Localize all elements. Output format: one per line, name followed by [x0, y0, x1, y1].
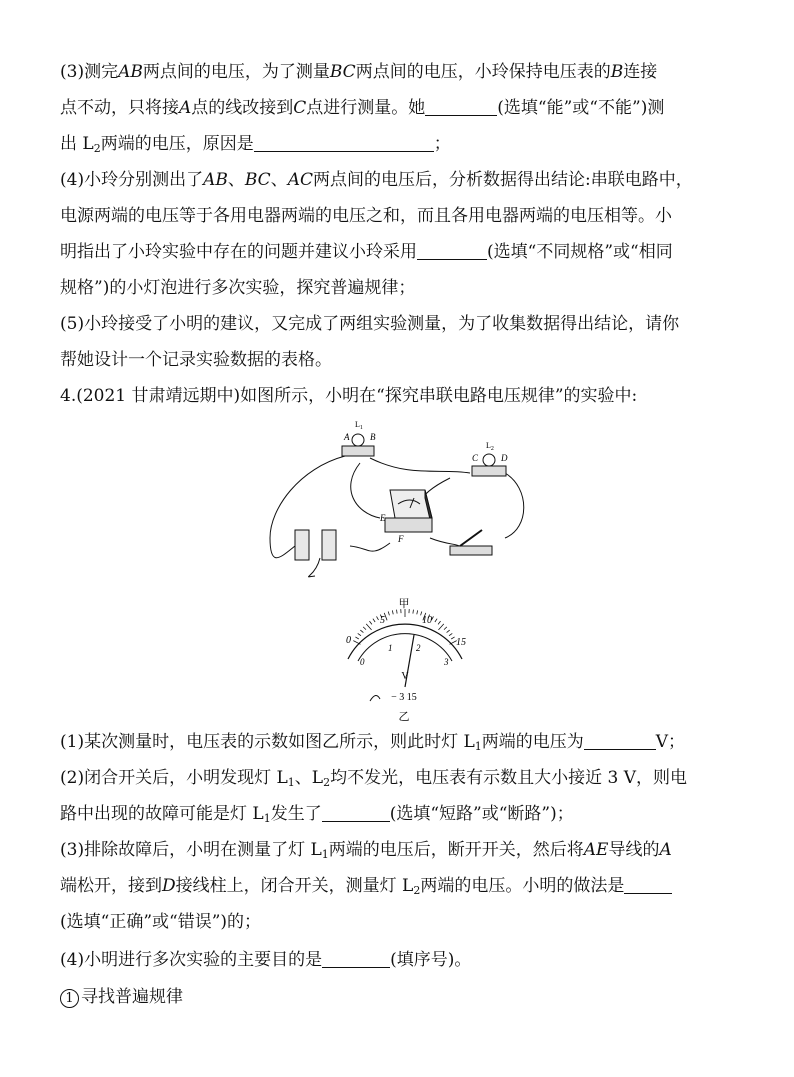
lamp-l2-bulb — [483, 454, 495, 466]
lamp-l1-base — [342, 446, 374, 456]
answer-blank-s3[interactable] — [624, 875, 672, 894]
dial-tick — [447, 630, 450, 633]
dial-tick — [358, 633, 361, 635]
inner-tick-3: 3 — [444, 657, 449, 667]
dial-tick — [438, 621, 440, 624]
circuit-figure — [260, 418, 550, 588]
answer-blank-s2[interactable] — [322, 803, 390, 822]
dial-tick — [435, 619, 437, 622]
dial-tick — [373, 619, 375, 622]
dial-tick — [449, 633, 452, 635]
option-1: 1 寻找普遍规律 — [60, 985, 750, 1009]
q3-line-3: 出 $L_2$两端的电压，原因是 ； — [60, 134, 451, 155]
dial-tick — [451, 637, 454, 639]
problem-4-title: 4.(2021 甘肃靖远期中)如图所示，小明在“探究串联电路电压规律”的实验中: — [60, 386, 638, 406]
label-b: B — [370, 432, 376, 442]
lamp-l2-base — [472, 466, 506, 476]
outer-tick-10: 10 — [422, 615, 432, 626]
label-e: E — [380, 513, 386, 523]
label-c: C — [472, 453, 479, 463]
sub-q1: (1)某次测量时，电压表的示数如图乙所示，则此时灯 $L_1$两端的电压为 V； — [60, 732, 686, 753]
q5-line-1: (5)小玲接受了小明的建议，又完成了两组实验测量，为了收集数据得出结论，请你 — [60, 314, 680, 334]
label-a: A — [344, 432, 350, 442]
q4-line-2: 电源两端的电压等于各用电器两端的电压之和，而且各用电器两端的电压相等。小 — [60, 206, 672, 226]
q4-line-4: 规格”)的小灯泡进行多次实验，探究普遍规律； — [60, 278, 416, 298]
lamp-l1-bulb — [352, 434, 364, 446]
q3-line-1: (3)测完AB两点间的电压，为了测量BC两点间的电压，小玲保持电压表的B连接 — [60, 62, 658, 82]
voltmeter-dial-figure — [330, 595, 480, 725]
dial-tick — [413, 610, 414, 614]
sub-q2-line-2: 路中出现的故障可能是灯 $L_1$发生了 (选填“短路”或“断路”)； — [60, 804, 574, 825]
sub-q2-line-1: (2)闭合开关后，小明发现灯 $L_1$、$L_2$均不发光，电压表有示数且大小接近 3 V，则电 — [60, 768, 687, 789]
q5-line-2: 帮她设计一个记录实验数据的表格。 — [60, 350, 332, 370]
dial-tick — [417, 610, 418, 614]
outer-tick-15: 15 — [456, 637, 466, 648]
inner-tick-0: 0 — [360, 657, 365, 667]
q4-line-3: 明指出了小玲实验中存在的问题并建议小玲采用 (选填“不同规格”或“相同 — [60, 242, 673, 262]
dial-tick — [377, 616, 379, 619]
answer-blank-q4[interactable] — [417, 241, 487, 260]
answer-blank-q3-b[interactable] — [254, 133, 434, 152]
sub-q4: (4)小明进行多次实验的主要目的是 (填序号)。 — [60, 950, 472, 970]
answer-blank-s4[interactable] — [322, 949, 390, 968]
label-jia: 甲 — [398, 598, 410, 610]
battery-1 — [295, 530, 309, 560]
terminal-labels: − 3 15 — [391, 692, 417, 703]
sub-q3-line-3: (选填“正确”或“错误”)的； — [60, 912, 262, 932]
label-l2: $L_2$ — [486, 441, 494, 452]
voltmeter — [385, 490, 432, 532]
dial-tick — [397, 610, 398, 614]
battery-2 — [322, 530, 336, 560]
q4-line-1: (4)小玲分别测出了AB、BC、AC两点间的电压后，分析数据得出结论:串联电路中， — [60, 170, 693, 190]
dial-tick — [360, 630, 363, 633]
inner-tick-2: 2 — [416, 643, 421, 653]
dial-tick — [388, 611, 389, 615]
q3-line-2: 点不动，只将接A点的线改接到C点进行测量。她 (选填“能”或“不能”)测 — [60, 98, 665, 118]
inner-tick-1: 1 — [388, 643, 393, 653]
label-yi: 乙 — [398, 711, 410, 723]
dial-tick — [438, 624, 443, 630]
label-l1: $L_1$ — [355, 420, 363, 431]
outer-tick-5: 5 — [380, 615, 385, 626]
dial-tick — [366, 624, 371, 630]
dial-tick — [392, 610, 393, 614]
answer-blank-s1[interactable] — [584, 731, 656, 750]
label-f: F — [398, 534, 404, 544]
unit-v: V — [401, 671, 409, 682]
answer-blank-q3-a[interactable] — [425, 97, 497, 116]
dial-tick — [355, 637, 358, 639]
switch — [450, 530, 492, 555]
label-d: D — [501, 453, 508, 463]
outer-tick-0: 0 — [346, 635, 351, 646]
option-1-number: 1 — [60, 989, 79, 1008]
dial-tick — [363, 627, 366, 630]
dial-tick — [369, 621, 371, 624]
sub-q3-line-2: 端松开，接到D接线柱上，闭合开关，测量灯 $L_2$两端的电压。小明的做法是 — [60, 874, 750, 898]
dial-tick — [444, 627, 447, 630]
sub-q3-line-1: (3)排除故障后，小明在测量了灯 $L_1$两端的电压后，断开开关，然后将AE导线的A — [60, 840, 672, 861]
